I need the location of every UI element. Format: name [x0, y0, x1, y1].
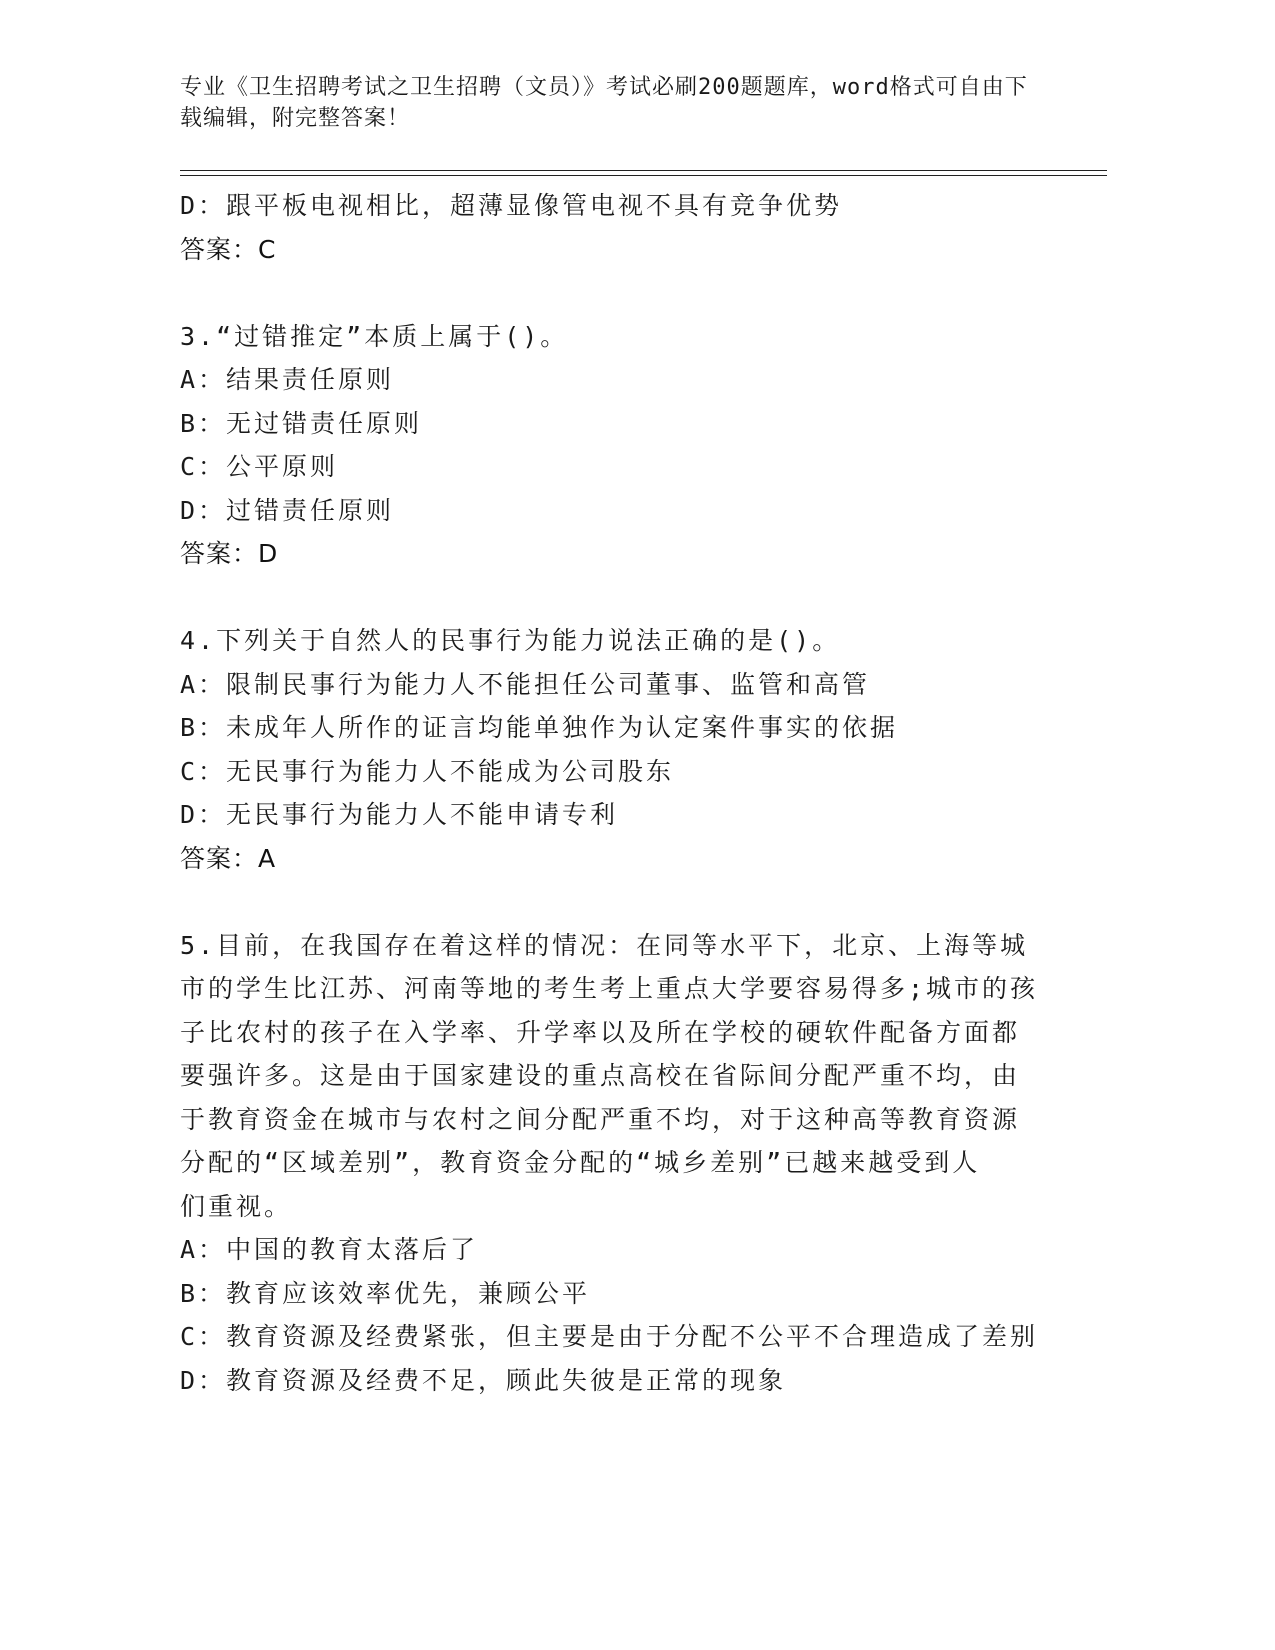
q3-question: 3.“过错推定”本质上属于()。: [180, 321, 569, 351]
question-gap: [180, 880, 1050, 924]
q4-question: 4.下列关于自然人的民事行为能力说法正确的是()。: [180, 626, 841, 655]
q3-option-b: B：无过错责任原则: [180, 408, 423, 438]
q2-option-d: D：跟平板电视相比，超薄显像管电视不具有竞争优势: [180, 191, 843, 220]
q5-option-a: A：中国的教育太落后了: [180, 1235, 479, 1264]
q4-answer: 答案：A: [180, 843, 277, 873]
q5-question-line: 于教育资金在城市与农村之间分配严重不均，对于这种高等教育资源: [180, 1104, 1021, 1134]
q3-option-a: A：结果责任原则: [180, 365, 395, 394]
q4-option-a: A：限制民事行为能力人不能担任公司董事、监管和高管: [180, 669, 871, 699]
q5-question-line: 分配的“区域差别”，教育资金分配的“城乡差别”已越来越受到人: [180, 1148, 981, 1177]
q3-answer: 答案：D: [180, 539, 279, 568]
header-divider-bottom: [180, 175, 1107, 176]
q2-answer: 答案：C: [180, 234, 277, 264]
q5-option-c: C：教育资源及经费紧张，但主要是由于分配不公平不合理造成了差别: [180, 1322, 1039, 1351]
header-divider-top: [180, 170, 1107, 171]
q5-question-line: 要强许多。这是由于国家建设的重点高校在省际间分配严重不均，由: [180, 1061, 1021, 1090]
q4-option-b: B：未成年人所作的证言均能单独作为认定案件事实的依据: [180, 713, 899, 742]
q5-question-line: 5.目前，在我国存在着这样的情况：在同等水平下，北京、上海等城: [180, 930, 1029, 960]
q3-option-c: C：公平原则: [180, 452, 339, 481]
q5-question-line: 市的学生比江苏、河南等地的考生考上重点大学要容易得多;城市的孩: [180, 974, 1039, 1003]
q4-option-d: D：无民事行为能力人不能申请专利: [180, 800, 619, 829]
q5-question-line: 子比农村的孩子在入学率、升学率以及所在学校的硬软件配备方面都: [180, 1017, 1021, 1047]
q5-option-d: D：教育资源及经费不足，顾此失彼是正常的现象: [180, 1365, 787, 1395]
question-list: [180, 184, 1050, 1402]
question-gap: [180, 576, 1050, 620]
q3-option-d: D：过错责任原则: [180, 495, 395, 525]
document-header: 专业《卫生招聘考试之卫生招聘（文员）》考试必刷200题题库，word格式可自由下载编辑，附完整答案！: [180, 75, 1028, 131]
question-gap: [180, 271, 1050, 315]
q4-option-c: C：无民事行为能力人不能成为公司股东: [180, 756, 675, 786]
q5-option-b: B：教育应该效率优先，兼顾公平: [180, 1278, 591, 1308]
q5-question-line: 们重视。: [180, 1191, 293, 1221]
